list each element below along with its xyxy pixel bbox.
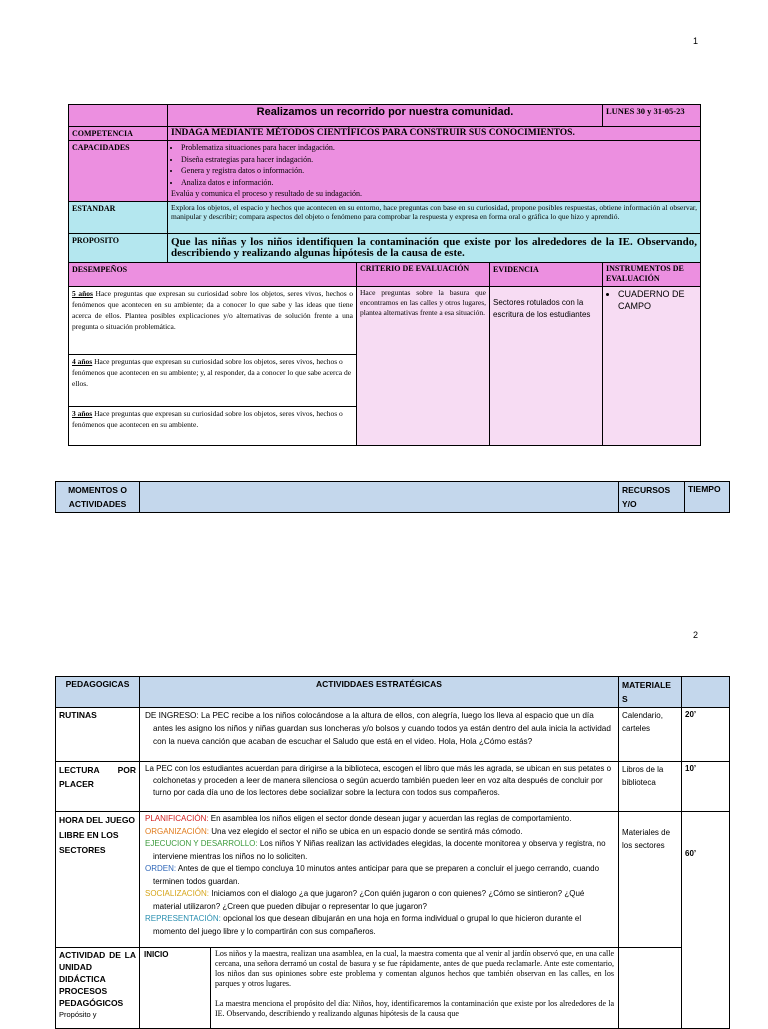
lectura-label: LECTURA POR PLACER bbox=[56, 762, 140, 812]
actividad-materials bbox=[619, 948, 682, 1029]
desempenos-header: DESEMPEÑOS bbox=[69, 262, 357, 286]
competencia-label: COMPETENCIA bbox=[69, 127, 168, 141]
session-title: Realizamos un recorrido por nuestra comunidad. bbox=[168, 105, 603, 127]
actividad-unidad-label bbox=[56, 948, 140, 1029]
age-label-4: 4 años bbox=[72, 356, 93, 366]
hora-juego-materials: Materiales de los sectores bbox=[619, 812, 682, 948]
representacion-key: REPRESENTACIÓN: bbox=[145, 914, 221, 923]
inicio-paragraph-2: La maestra menciona el propósito del día: Niños, hoy, identificaremos la contaminación que existe por los alrededores de la IE. Observando, describiendo y realizando algunas hipótesis de la causa que bbox=[215, 999, 614, 1018]
momentos-blank-header bbox=[140, 482, 619, 513]
desempeno-5-text: Hace preguntas que expresan su curiosidad sobre los objetos, seres vivos, hechos o fenómenos que acontecen en su ambiente; da a conocer lo que sabe y las ideas que tiene acerca de ellos. Plantea posibles explicaciones y/o alternativas de solución frente a una pregunta o situación problemática. bbox=[72, 288, 354, 331]
lectura-paragraph: La PEC con los estudiantes acuerdan para dirigirse a la biblioteca, escogen el libro que más les agrada, se ubican en sus petates o colchonetas y proceden a leer de manera silenciosa o según acuerdo también pueden leer en voz alta después de concluir por turno por cada día uno de los lectores debe socializar sobre la lectura con todos sus compañeros. bbox=[145, 764, 612, 797]
rutinas-materials: Calendario, carteles bbox=[619, 708, 682, 762]
session-header-table bbox=[68, 104, 701, 446]
inicio-label: INICIO bbox=[140, 948, 211, 1028]
desempeno-5-anos bbox=[69, 286, 357, 354]
competencia-value: INDAGA MEDIANTE MÉTODOS CIENTÍFICOS PARA CONSTRUIR SUS CONOCIMIENTOS. bbox=[168, 127, 701, 141]
ejecucion-line: EJECUCION Y DESARROLLO: Los niños Y Niñas realizan las actividades elegidas, la docente monitorea y observa y registra, no interviene mientras los niños no lo soliciten. bbox=[145, 839, 606, 861]
capacidad-item: • Genera y registra datos o información. bbox=[181, 165, 697, 177]
criterio-value: Hace preguntas sobre la basura que encontramos en las calles y otros lugares, plantea alternativas frente a esa situación. bbox=[357, 286, 490, 445]
lectura-materials: Libros de la biblioteca bbox=[619, 762, 682, 812]
proposito-value: Que las niñas y los niños identifiquen la contaminación que existe por los alrededores de la IE. Observando, describiendo y realizando algunas hipótesis de la causa de este. bbox=[168, 233, 701, 262]
estandar-label: ESTANDAR bbox=[69, 201, 168, 233]
hora-juego-time: 60’ bbox=[682, 812, 730, 1029]
inicio-text bbox=[211, 948, 618, 1028]
instrumento-cell bbox=[603, 286, 701, 445]
actividad-unidad-title: ACTIVIDAD DE LA UNIDAD DIDÁCTICA PROCESOS PEDAGÓGICOS bbox=[59, 950, 136, 1008]
tiempo-header: TIEMPO bbox=[685, 482, 730, 513]
rutinas-paragraph: DE INGRESO: La PEC recibe a los niños colocándose a la altura de ellos, con alegría, luego los lleva al espacio que un día antes les asigno los niños y niñas guardan sus loncheras y/o bolsos y cuando todos ya están dentro del aula inicia la actividad con la nueva canción que acaban de escuchar el Saludo que está en el video. Hola, Hola ¿Cómo estás? bbox=[145, 711, 611, 746]
momentos-header-table bbox=[55, 481, 730, 513]
hora-juego-text bbox=[140, 812, 619, 948]
session-date: LUNES 30 y 31-05-23 bbox=[603, 105, 701, 127]
page-number: 1 bbox=[693, 36, 699, 46]
criterio-header: CRITERIO DE EVALUACIÓN bbox=[357, 262, 490, 286]
desempeno-4-anos bbox=[69, 354, 357, 406]
organizacion-key: ORGANIZACIÓN: bbox=[145, 826, 210, 836]
rutinas-label: RUTINAS bbox=[56, 708, 140, 762]
evidencia-value: Sectores rotulados con la escritura de los estudiantes bbox=[490, 286, 603, 445]
recursos-header: RECURSOS Y/O bbox=[619, 482, 685, 513]
capacidad-item: Evalúa y comunica el proceso y resultado de su indagación. bbox=[171, 189, 363, 198]
orden-line: ORDEN: Antes de que el tiempo concluya 10 minutos antes anticipar para que se preparen a concluir el juego cerrando, cuando terminen todos guardan. bbox=[145, 864, 600, 886]
capacidades-label: CAPACIDADES bbox=[69, 141, 168, 202]
header-blank-cell bbox=[69, 105, 168, 127]
capacidades-list bbox=[168, 141, 701, 202]
lectura-text bbox=[140, 762, 619, 812]
socializacion-key: SOCIALIZACIÓN: bbox=[145, 889, 210, 898]
instrumento-value: • CUADERNO DE CAMPO bbox=[618, 288, 697, 312]
planificacion-line: PLANIFICACIÓN: En asamblea los niños eligen el sector donde desean jugar y acuerdan las reglas de comportamiento. bbox=[145, 814, 572, 823]
hora-juego-label: HORA DEL JUEGO LIBRE EN LOS SECTORES bbox=[56, 812, 140, 948]
pedagogicas-header: PEDAGOGICAS bbox=[56, 677, 140, 708]
estandar-value: Explora los objetos, el espacio y hechos que acontecen en su entorno, hace preguntas con base en su curiosidad, propone posibles respuestas, obtiene información al observar, manipular y describir; compara aspectos del objeto o fenómeno para comprobar la respuesta y expresa en forma oral o gráfica lo que hizo y aprendió. bbox=[168, 201, 701, 233]
age-label-5: 5 años bbox=[72, 288, 93, 298]
lectura-time: 10’ bbox=[682, 762, 730, 812]
instrumentos-header: INSTRUMENTOS DE EVALUACIÓN bbox=[603, 262, 701, 286]
inicio-paragraph-1: Los niños y la maestra, realizan una asamblea, en la cual, la maestra comenta que al venir al jardín observó que, en una calle cercana, una señora derramó un costal de basura y se fue rápidamente, antes de que pueda reclamarle. Ante este comentario, los niños dan sus opiniones sobre este problema y comentan algunos hechos que también observan en las calles, en los parques y otros lugares. bbox=[215, 949, 614, 988]
capacidad-item: • Problematiza situaciones para hacer indagación. bbox=[181, 142, 697, 154]
materiales-header: MATERIALE S bbox=[619, 677, 682, 708]
capacidad-item: • Diseña estrategias para hacer indagación. bbox=[181, 154, 697, 166]
planificacion-key: PLANIFICACIÓN: bbox=[145, 814, 209, 823]
proposito-label: PROPOSITO bbox=[69, 233, 168, 262]
rutinas-time: 20’ bbox=[682, 708, 730, 762]
desempeno-3-anos bbox=[69, 406, 357, 445]
age-label-3: 3 años bbox=[72, 408, 93, 418]
desempeno-3-text: Hace preguntas que expresan su curiosidad sobre los objetos, seres vivos, hechos o fenómenos que acontecen en su ambiente. bbox=[72, 408, 343, 429]
ejecucion-key: EJECUCION Y DESARROLLO: bbox=[145, 839, 258, 848]
organizacion-line: ORGANIZACIÓN: Una vez elegido el sector el niño se ubica en un espacio donde se sentirá más cómodo. bbox=[145, 826, 523, 836]
evidencia-header: EVIDENCIA bbox=[490, 262, 603, 286]
activities-table bbox=[55, 676, 730, 1029]
socializacion-line: SOCIALIZACIÓN: Iniciamos con el dialogo ¿a que jugaron? ¿Con quién jugaron o con quienes? ¿Cómo se sintieron? ¿Qué material utilizaron? ¿Creen que pueden dibujar o representar lo que jugaron? bbox=[145, 889, 585, 911]
representacion-line: REPRESENTACIÓN: opcional los que desean dibujarán en una hoja en forma individual o grupal lo que hicieron durante el momento del juego libre y lo compartirán con sus compañeros. bbox=[145, 914, 582, 936]
momentos-header: MOMENTOS O ACTIVIDADES bbox=[56, 482, 140, 513]
capacidad-item: • Analiza datos e información. bbox=[181, 177, 697, 189]
orden-key: ORDEN: bbox=[145, 864, 177, 873]
desempeno-4-text: Hace preguntas que expresan su curiosidad sobre los objetos, seres vivos, hechos o fenómenos que acontecen en su ambiente; y, al responder, da a conocer lo que sabe acerca de ellos. bbox=[72, 356, 352, 388]
actividades-header: ACTIVIDDAES ESTRATÉGICAS bbox=[140, 677, 619, 708]
tiempo-blank-header bbox=[682, 677, 730, 708]
inicio-cell bbox=[140, 948, 619, 1029]
page-number: 2 bbox=[693, 630, 699, 640]
rutinas-text bbox=[140, 708, 619, 762]
actividad-unidad-sub: Propósito y bbox=[59, 1010, 97, 1019]
